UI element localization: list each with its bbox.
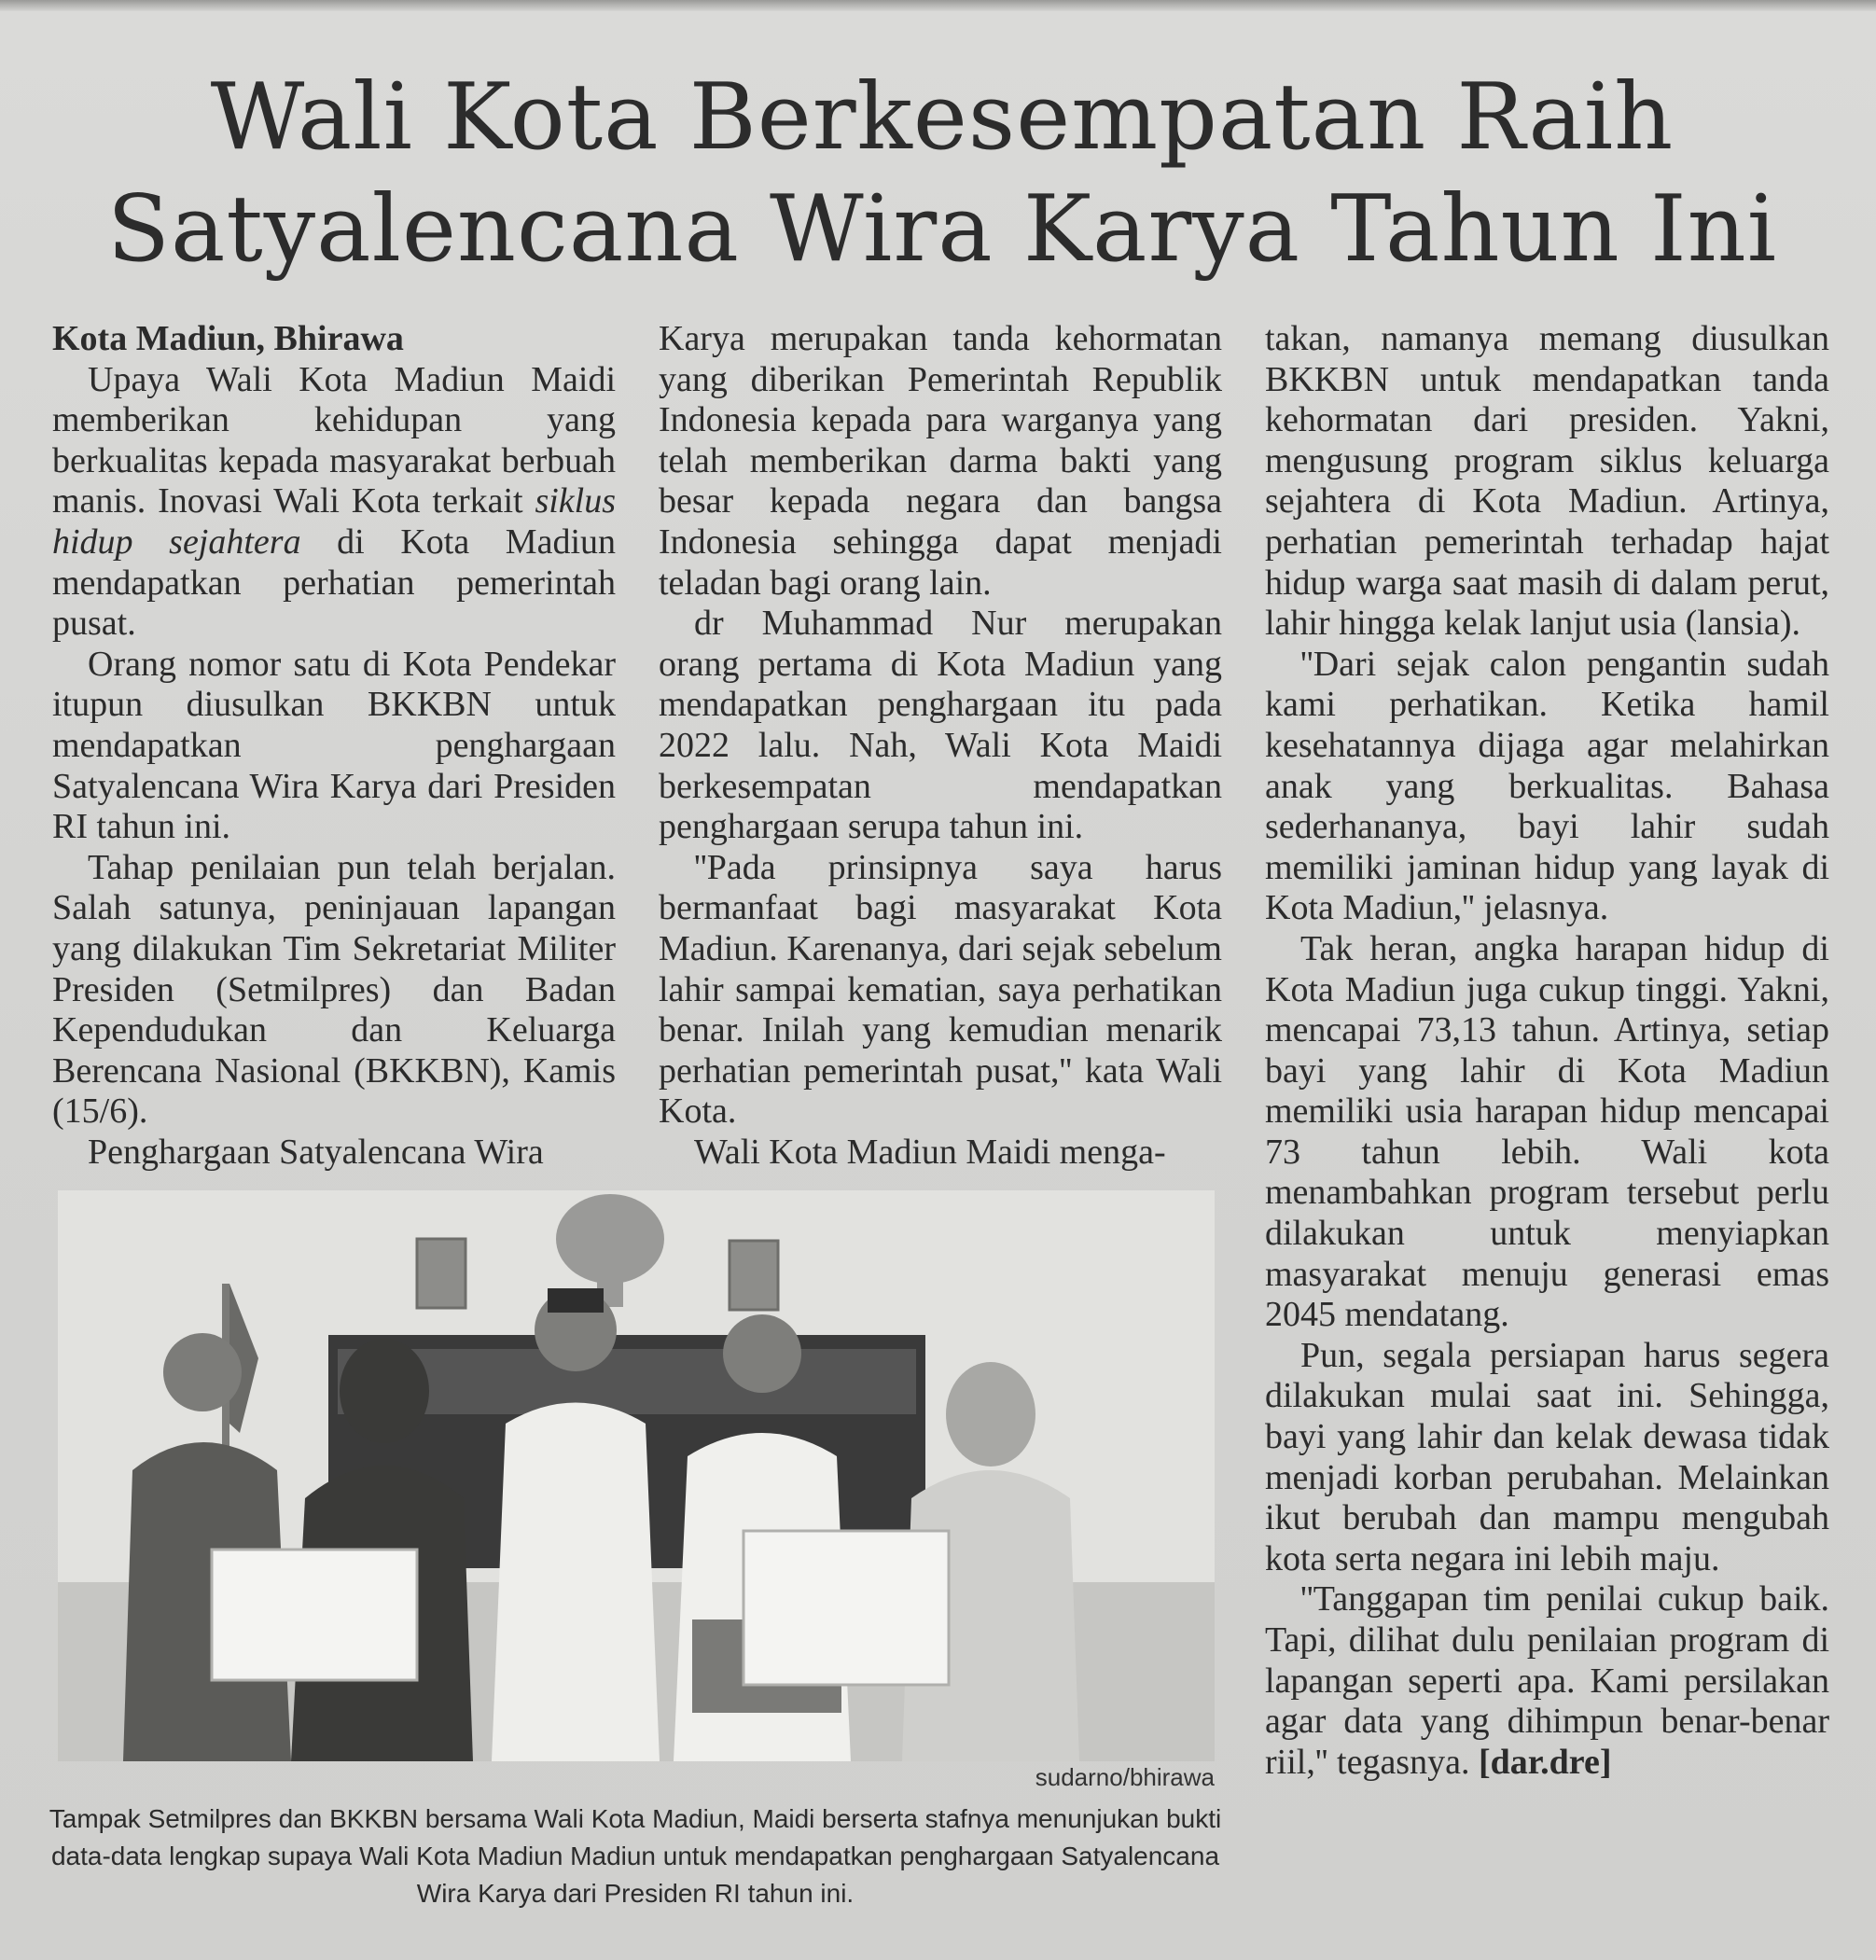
portrait-frame-left <box>417 1239 466 1308</box>
paragraph: Tahap penilaian pun telah berjalan. Salah satunya, peninjauan lapangan yang dilakukan Tim Sekretariat Militer Presiden (Setmilpres) dan Badan Kependudukan dan Keluarga Berencana Nasional (BKKBN), Kamis (15/6). <box>52 847 616 1132</box>
photo-credit: sudarno/bhirawa <box>1035 1763 1215 1791</box>
paragraph: ''Pada prinsipnya saya harus bermanfaat bagi masyarakat Kota Madiun. Karenanya, dari sejak sebelum lahir sampai kematian, saya perhatikan benar. Inilah yang kemudian menarik perhatian pemerintah pusat,'' kata Wali Kota. <box>659 847 1222 1132</box>
lead-paragraph <box>52 360 616 645</box>
lead-text: Upaya Wali Kota Madiun Maidi memberikan kehidupan yang berkualitas kepada masyarakat berbuah manis. Inovasi Wali Kota terkait <box>52 359 616 521</box>
paragraph <box>1265 1579 1829 1783</box>
top-edge-strip <box>0 0 1876 11</box>
quote-text: ''Tanggapan tim penilai cukup baik. Tapi, dilihat dulu penilaian program di lapangan seperti apa. Kami persilakan agar data yang dihimpun benar-benar riil,'' tegasnya. <box>1265 1579 1829 1782</box>
article-photo <box>58 1190 1215 1761</box>
portrait-frame-right <box>730 1241 778 1310</box>
document-left <box>212 1550 417 1680</box>
paragraph: Wali Kota Madiun Maidi menga- <box>694 1132 1166 1172</box>
article-column-1 <box>52 319 616 1173</box>
signoff: [dar.dre] <box>1478 1742 1612 1782</box>
photo-caption: Tampak Setmilpres dan BKKBN bersama Wali Kota Madiun, Maidi berserta stafnya menunjukan bukti data-data lengkap supaya Wali Kota Madiun Madiun untuk mendapatkan penghargaan Satyalencana Wira Karya dari Presiden RI tahun ini. <box>49 1804 1222 1908</box>
article-column-3 <box>1265 319 1829 1783</box>
paragraph: Pun, segala persiapan harus segera dilakukan mulai saat ini. Sehingga, bayi yang lahir dan kelak dewasa tidak menjadi korban perubahan. Melainkan ikut berubah dan mampu mengubah kota serta negara ini lebih maju. <box>1265 1335 1829 1578</box>
article-headline: Wali Kota Berkesempatan Raih Satyalencana Wira Karya Tahun Ini <box>106 64 1778 283</box>
photo-illustration <box>58 1190 1215 1761</box>
paragraph: Orang nomor satu di Kota Pendekar itupun diusulkan BKKBN untuk mendapatkan penghargaan Satyalencana Wira Karya dari Presiden RI tahun ini. <box>52 644 616 847</box>
lead-emphasis: siklus hidup sejahtera <box>52 481 617 562</box>
paragraph-continued: takan, namanya memang diusulkan BKKBN untuk mendapatkan tanda kehormatan dari presiden. Yakni, mengusung program siklus keluarga sejahtera di Kota Madiun. Artinya, perhatian pemerintah terhadap hajat hidup warga saat masih di dalam perut, lahir hingga kelak lanjut usia (lansia). <box>1265 319 1829 644</box>
paragraph: Penghargaan Satyalencana Wira <box>88 1132 544 1172</box>
article-column-2 <box>659 319 1222 1173</box>
paragraph-continued: Karya merupakan tanda kehormatan yang diberikan Pemerintah Republik Indonesia kepada para warganya yang telah memberikan darma bakti yang besar kepada negara dan bangsa Indonesia sehingga dapat menjadi teladan bagi orang lain. <box>659 319 1222 603</box>
document-right <box>743 1531 949 1685</box>
dateline: Kota Madiun, Bhirawa <box>52 319 404 358</box>
paragraph: dr Muhammad Nur merupakan orang pertama di Kota Madiun yang mendapatkan penghargaan itu pada 2022 lalu. Nah, Wali Kota Maidi berkesempatan mendapatkan penghargaan serupa tahun ini. <box>659 604 1222 847</box>
paragraph: Tak heran, angka harapan hidup di Kota Madiun juga cukup tinggi. Yakni, mencapai 73,13 tahun. Artinya, setiap bayi yang lahir di Kota Madiun memiliki usia harapan hidup mencapai 73 tahun lebih. Wali kota menambahkan program tersebut perlu dilakukan untuk menyiapkan masyarakat menuju generasi emas 2045 mendatang. <box>1265 928 1829 1335</box>
paragraph: ''Dari sejak calon pengantin sudah kami perhatikan. Ketika hamil kesehatannya dijaga agar melahirkan anak yang berkualitas. Bahasa sederhananya, bayi lahir sudah memiliki jaminan hidup yang layak di Kota Madiun,'' jelasnya. <box>1265 644 1829 928</box>
lead-rest: di Kota Madiun mendapatkan perhatian pemerintah pusat. <box>52 521 616 644</box>
